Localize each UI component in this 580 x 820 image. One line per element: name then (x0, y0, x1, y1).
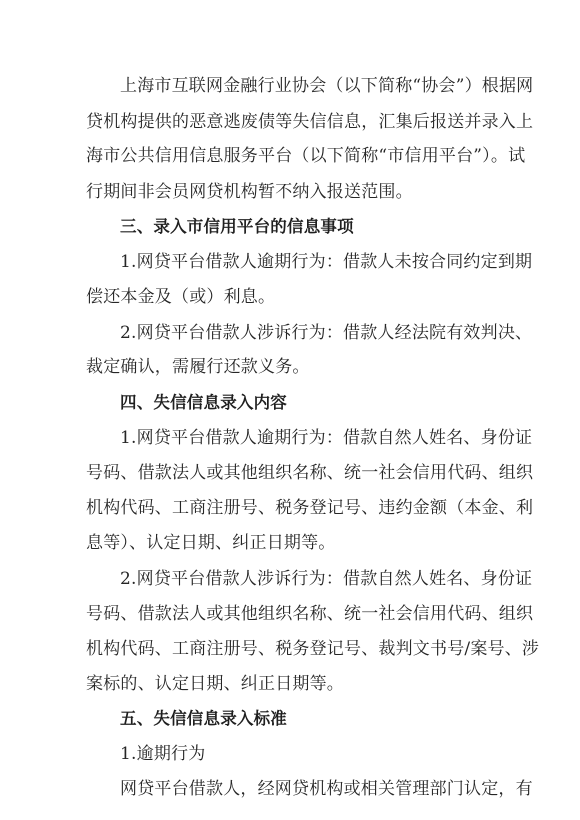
section-5-subheading-overdue: 1.逾期行为 (120, 744, 206, 764)
section-3-item-2-line-1: 2.网贷平台借款人涉诉行为：借款人经法院有效判决、 (120, 323, 533, 343)
section-4-item-1-line-2: 号码、借款法人或其他组织名称、统一社会信用代码、组织 (86, 463, 534, 483)
paragraph-intro-line-4: 行期间非会员网贷机构暂不纳入报送范围。 (86, 182, 413, 202)
section-5-heading: 五、失信信息录入标准 (120, 709, 287, 728)
paragraph-intro-line-3: 海市公共信用信息服务平台（以下简称“市信用平台”）。试 (86, 146, 526, 166)
section-4-heading: 四、失信信息录入内容 (120, 393, 287, 412)
section-4-item-2-line-1: 2.网贷平台借款人涉诉行为：借款自然人姓名、身份证 (120, 569, 533, 589)
section-5-text-line-1: 网贷平台借款人，经网贷机构或相关管理部门认定，有 (120, 779, 533, 799)
section-4-item-1-line-4: 息等）、认定日期、纠正日期等。 (86, 533, 336, 553)
section-3-item-1-line-2: 偿还本金及（或）利息。 (86, 287, 276, 307)
section-4-item-2-line-3: 机构代码、工商注册号、税务登记号、裁判文书号/案号、涉 (86, 639, 540, 659)
section-4-item-1-line-1: 1.网贷平台借款人逾期行为：借款自然人姓名、身份证 (120, 428, 533, 448)
section-3-item-1-line-1: 1.网贷平台借款人逾期行为：借款人未按合同约定到期 (120, 252, 533, 272)
section-4-item-1-line-3: 机构代码、工商注册号、税务登记号、违约金额（本金、利 (86, 498, 534, 518)
section-4-item-2-line-2: 号码、借款法人或其他组织名称、统一社会信用代码、组织 (86, 604, 534, 624)
paragraph-intro-line-1: 上海市互联网金融行业协会（以下简称“协会”）根据网 (120, 76, 534, 96)
section-4-item-2-line-4: 案标的、认定日期、纠正日期等。 (86, 674, 344, 694)
section-3-item-2-line-2: 裁定确认，需履行还款义务。 (86, 357, 310, 377)
section-3-heading: 三、录入市信用平台的信息事项 (120, 217, 354, 236)
paragraph-intro-line-2: 贷机构提供的恶意逃废债等失信信息，汇集后报送并录入上 (86, 112, 534, 132)
